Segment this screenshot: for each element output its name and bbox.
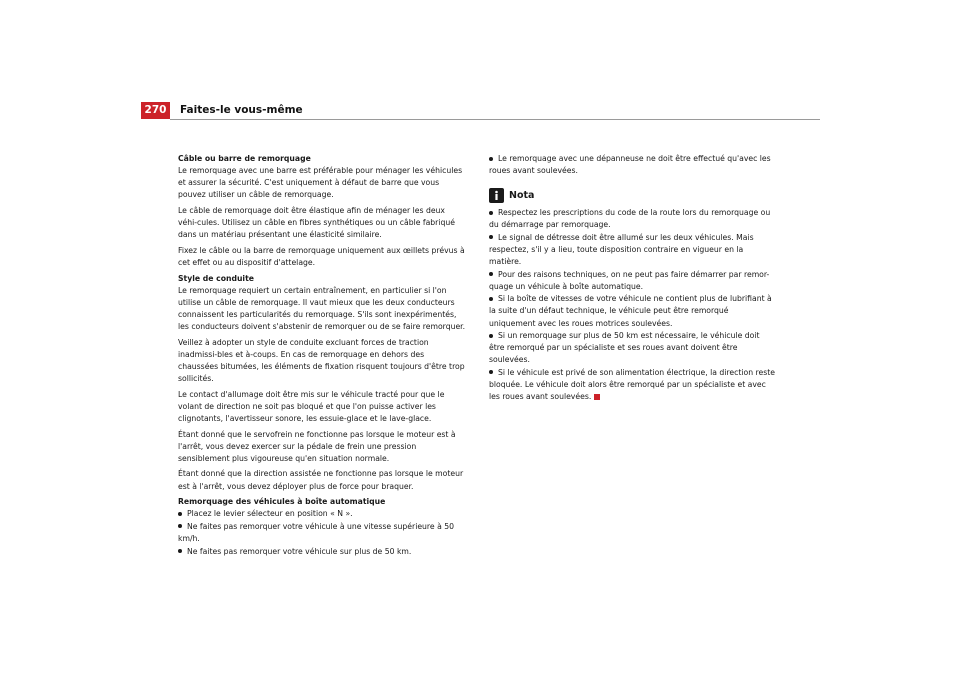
bullet-icon (178, 524, 182, 528)
note-heading (489, 188, 777, 203)
bullet-item (489, 269, 777, 293)
bullet-text: Respectez les prescriptions du code de la route lors du remorquage ou du démarrage par remorquage. (489, 208, 771, 230)
bullet-icon (489, 157, 493, 161)
bullet-item (178, 521, 466, 545)
bullet-icon (489, 211, 493, 215)
bullet-text: Si la boîte de vitesses de votre véhicule ne contient plus de lubrifiant à la suite d'un défaut technique, le véhicule peut être remorqué uniquement avec les roues motrices soulevées. (489, 294, 772, 328)
section-heading-automatic: Remorquage des véhicules à boîte automatique (178, 497, 386, 507)
right-column (489, 153, 777, 404)
bullet-item (489, 153, 777, 177)
paragraph: Étant donné que la direction assistée ne fonctionne pas lorsque le moteur est à l'arrêt, vous devez déployer plus de force pour braquer. (178, 469, 464, 491)
paragraph: Le remorquage requiert un certain entraînement, en particulier si l'on utilise un câble de remorquage. Il vaut mieux que les deux conducteurs connaissent les particularités du remorquage. S'ils sont inexpérimentés, les conducteurs doivent s'abstenir de remorquer ou de se faire remorquer. (178, 285, 466, 331)
bullet-icon (489, 297, 493, 301)
note-label: Nota (509, 189, 535, 201)
bullet-text: Ne faites pas remorquer votre véhicule sur plus de 50 km. (187, 546, 412, 556)
bullet-item (489, 207, 777, 231)
section-end-icon (594, 394, 600, 400)
bullet-item (178, 508, 466, 520)
bullet-text: Si un remorquage sur plus de 50 km est nécessaire, le véhicule doit être remorqué par un spécialiste et ses roues avant doivent être soulevées. (489, 331, 760, 365)
bullet-icon (489, 370, 493, 374)
bullet-text: Placez le levier sélecteur en position « N ». (187, 509, 353, 519)
paragraph: Étant donné que le servofrein ne fonctionne pas lorsque le moteur est à l'arrêt, vous devez exercer sur la pédale de frein une pression sensiblement plus vigoureuse qu'en situation normale. (178, 429, 456, 463)
bullet-item (489, 293, 777, 329)
bullet-item (489, 367, 777, 403)
page-number: 270 (141, 102, 170, 119)
bullet-item (178, 546, 466, 558)
bullet-text: Le remorquage avec une dépanneuse ne doit être effectué qu'avec les roues avant soulevées. (489, 154, 771, 176)
bullet-text: Le signal de détresse doit être allumé sur les deux véhicules. Mais respectez, s'il y a lieu, toute disposition contraire en vigueur en la matière. (489, 232, 754, 267)
bullet-item (489, 232, 777, 268)
bullet-icon (178, 512, 182, 516)
header-rule (170, 119, 820, 120)
paragraph: Veillez à adopter un style de conduite excluant forces de traction inadmissi-bles et à-coups. En cas de remorquage en dehors des chaussées bitumées, les éléments de fixation risquent toujours d'être trop sollicités. (178, 337, 465, 383)
chapter-title: Faites-le vous-même (180, 104, 303, 116)
bullet-icon (489, 334, 493, 338)
bullet-text: Si le véhicule est privé de son alimentation électrique, la direction reste bloquée. Le véhicule doit alors être remorqué par un spécialiste et avec les roues avant soulevées. (489, 367, 775, 402)
bullet-text: Ne faites pas remorquer votre véhicule à une vitesse supérieure à 50 km/h. (178, 521, 455, 543)
bullet-icon (489, 235, 493, 239)
section-heading-cable: Câble ou barre de remorquage (178, 154, 311, 163)
left-column (178, 153, 466, 558)
paragraph: Le remorquage avec une barre est préférable pour ménager les véhicules et assurer la sécurité. C'est uniquement à défaut de barre que vous pouvez utiliser un câble de remorquage. (178, 166, 463, 200)
bullet-icon (178, 549, 182, 553)
bullet-icon (489, 272, 493, 276)
section-heading-driving-style: Style de conduite (178, 273, 254, 283)
bullet-item (489, 330, 777, 366)
paragraph: Le contact d'allumage doit être mis sur le véhicule tracté pour que le volant de direction ne soit pas bloqué et que l'on puisse activer les clignotants, l'avertisseur sonore, les essuie-glace et le lave-glace. (178, 389, 445, 423)
paragraph: Le câble de remorquage doit être élastique afin de ménager les deux véhi-cules. Utilisez un câble en fibres synthétiques ou un câble fabriqué dans un matériau présentant une élasticité similaire. (178, 205, 455, 240)
paragraph: Fixez le câble ou la barre de remorquage uniquement aux œillets prévus à cet effet ou au dispositif d'attelage. (178, 245, 465, 267)
bullet-text: Pour des raisons techniques, on ne peut pas faire démarrer par remor-quage un véhicule à boîte automatique. (489, 269, 770, 291)
info-icon (489, 188, 504, 203)
